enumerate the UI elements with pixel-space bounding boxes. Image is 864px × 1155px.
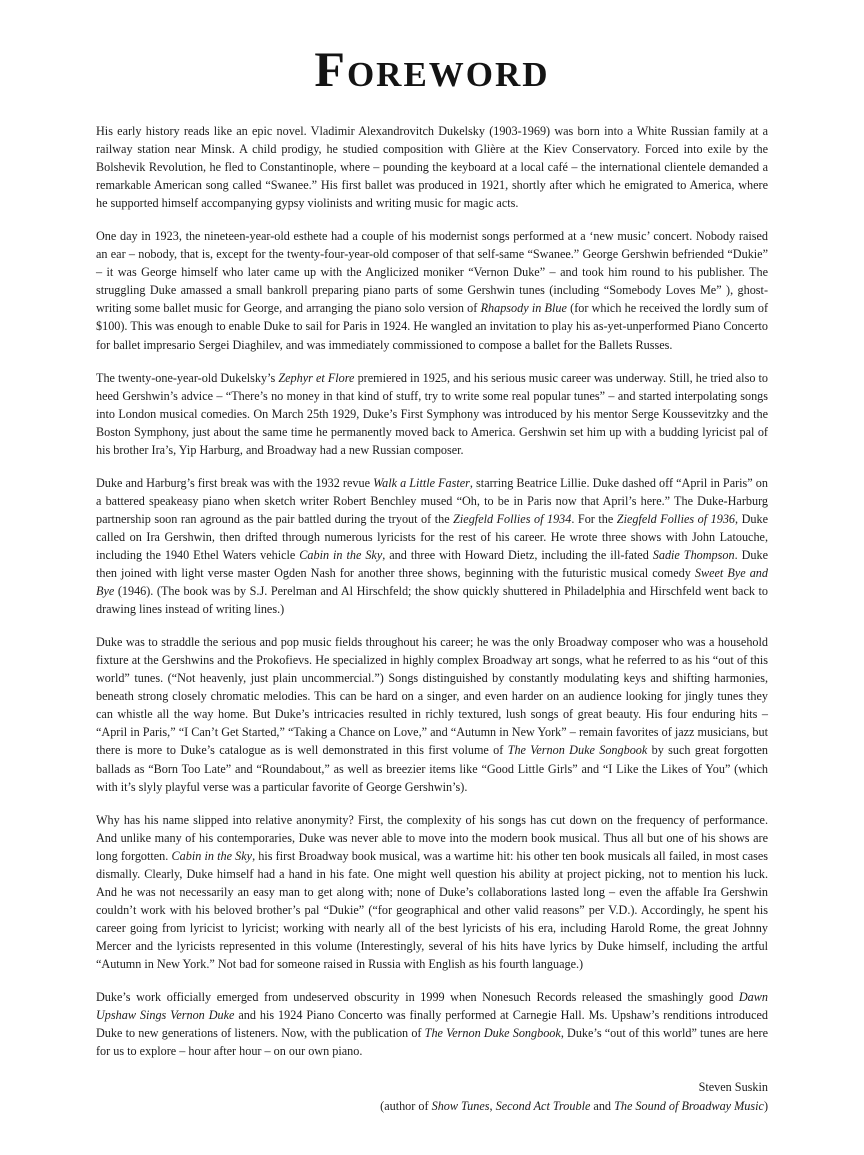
signature-block bbox=[96, 1078, 768, 1115]
page-title: Foreword bbox=[314, 41, 550, 97]
foreword-paragraph-7: Duke’s work officially emerged from undeserved obscurity in 1999 when Nonesuch Records released the smashingly good Dawn Upshaw Sings Vernon Duke and his 1924 Piano Concerto was finally performed at Carnegie Hall. Ms. Upshaw’s renditions introduced Duke to new generations of listeners. Now, with the publication of The Vernon Duke Songbook, Duke’s “out of this world” tunes are here for us to explore – hour after hour – on our own piano. bbox=[96, 990, 768, 1059]
author-credit-line: (author of Show Tunes, Second Act Trouble and The Sound of Broadway Music) bbox=[380, 1098, 768, 1113]
author-name: Steven Suskin bbox=[698, 1080, 768, 1095]
foreword-paragraph-5: Duke was to straddle the serious and pop music fields throughout his career; he was the only Broadway composer who was a household fixture at the Gershwins and the Prokofievs. He specialized in highly complex Broadway art songs, what he referred to as his “out of this world” tunes. (“Not heavenly, just plain uncommercial.”) Songs distinguished by constantly modulating keys and shifting harmonies, beneath strong closely chromatic melodies. This can be hard on a singer, and even harder on an audience looking for jingly tunes they can whistle all the way home. But Duke’s intricacies resulted in richly textured, lush songs of great beauty. His four enduring hits – “April in Paris,” “I Can’t Get Started,” “Taking a Chance on Love,” and “Autumn in New York” – remain favorites of jazz musicians, but there is more to Duke’s catalogue as is well demonstrated in this first volume of The Vernon Duke Songbook by such great forgotten ballads as “Born Too Late” and “Roundabout,” as well as breezier items like “Good Little Girls” and “I Like the Likes of You” (which with it’s slyly playful verse was a particular favorite of George Gershwin’s). bbox=[96, 635, 768, 794]
foreword-paragraph-6: Why has his name slipped into relative anonymity? First, the complexity of his songs has cut down on the frequency of performance. And unlike many of his contemporaries, Duke was never able to move into the modern book musical. Thus all but one of his shows are long forgotten. Cabin in the Sky, his first Broadway book musical, was a wartime hit: his other ten book musicals all failed, in most cases dismally. Clearly, Duke himself had a hand in his fate. One might well question his ability at project picking, not to mention his luck. And he was not necessarily an easy man to get along with; none of Duke’s collaborations lasted long – even the affable Ira Gershwin couldn’t work with his beloved brother’s pal “Dukie” (“for geographical and other valid reasons” per V.D.). Accordingly, he spent his career going from lyricist to lyricist; working with nearly all of the best lyricists of his era, including Harold Rome, the great Johnny Mercer and the lyricists represented in this volume (Interestingly, several of his hits have lyrics by Duke himself, including the artful “Autumn in New York.” Not bad for someone raised in Russia with English as his fourth language.) bbox=[96, 812, 769, 971]
foreword-paragraph-2: One day in 1923, the nineteen-year-old esthete had a couple of his modernist songs performed at a ‘new music’ concert. Nobody raised an ear – nobody, that is, except for the twenty-four-year-old composer of that self-same “Swanee.” George Gershwin befriended “Dukie” – it was George himself who later came up with the Anglicized moniker “Vernon Duke” – and took him round to his publisher. The struggling Duke amassed a small bankroll preparing piano parts of some Gershwin tunes (including “Somebody Loves Me” ), ghost-writing some ballet music for George, and arranging the piano solo version of Rhapsody in Blue (for which he received the lordly sum of $100). This was enough to enable Duke to sail for Paris in 1924. He wangled an invitation to play his as-yet-unperformed Piano Concerto for ballet impresario Sergei Diaghilev, and was immediately commissioned to compose a ballet for the Ballets Russes. bbox=[96, 229, 769, 352]
foreword-paragraph-3: The twenty-one-year-old Dukelsky’s Zephyr et Flore premiered in 1925, and his serious music career was underway. Still, he tried also to heed Gershwin’s advice – “There’s no money in that kind of stuff, try to write some real popular tunes” – and started interpolating songs into London musical comedies. On March 25th 1929, Duke’s First Symphony was introduced by his mentor Serge Koussevitzky and the Boston Symphony, just about the same time he permanently moved back to America. Gershwin set him up with a budding lyricist pal of his brother Ira’s, Yip Harburg, and Broadway had a new Russian composer. bbox=[96, 370, 768, 457]
foreword-paragraph-1: His early history reads like an epic novel. Vladimir Alexandrovitch Dukelsky (1903-1969) was born into a White Russian family at a railway station near Minsk. A child prodigy, he studied composition with Glière at the Kiev Conservatory. Forced into exile by the Bolshevik Revolution, he fled to Constantinople, where – pounding the keyboard at a local café – the international clientele demanded a remarkable American song called “Swanee.” His first ballet was produced in 1921, shortly after which he emigrated to America, where he supported himself accompanying gypsy violinists and writing music for magic acts. bbox=[96, 124, 768, 211]
foreword-paragraph-4: Duke and Harburg’s first break was with the 1932 revue Walk a Little Faster, starring Beatrice Lillie. Duke dashed off “April in Paris” on a battered speakeasy piano when sketch writer Robert Benchley mused “Oh, to be in Paris now that April’s here.” The Duke-Harburg partnership soon ran aground as the pair battled during the tryout of the Ziegfeld Follies of 1934. For the Ziegfeld Follies of 1936, Duke called on Ira Gershwin, then drifted through numerous lyricists for the rest of his career. He wrote three shows with John Latouche, including the 1940 Ethel Waters vehicle Cabin in the Sky, and three with Howard Dietz, including the ill-fated Sadie Thompson. Duke then joined with light verse master Ogden Nash for another three shows, beginning with the futuristic musical comedy Sweet Bye and Bye (1946). (The book was by S.J. Perelman and Al Hirschfeld; the show quickly shuttered in Philadelphia and Hirschfeld went back to drawing lines instead of writing lines.) bbox=[96, 475, 768, 617]
